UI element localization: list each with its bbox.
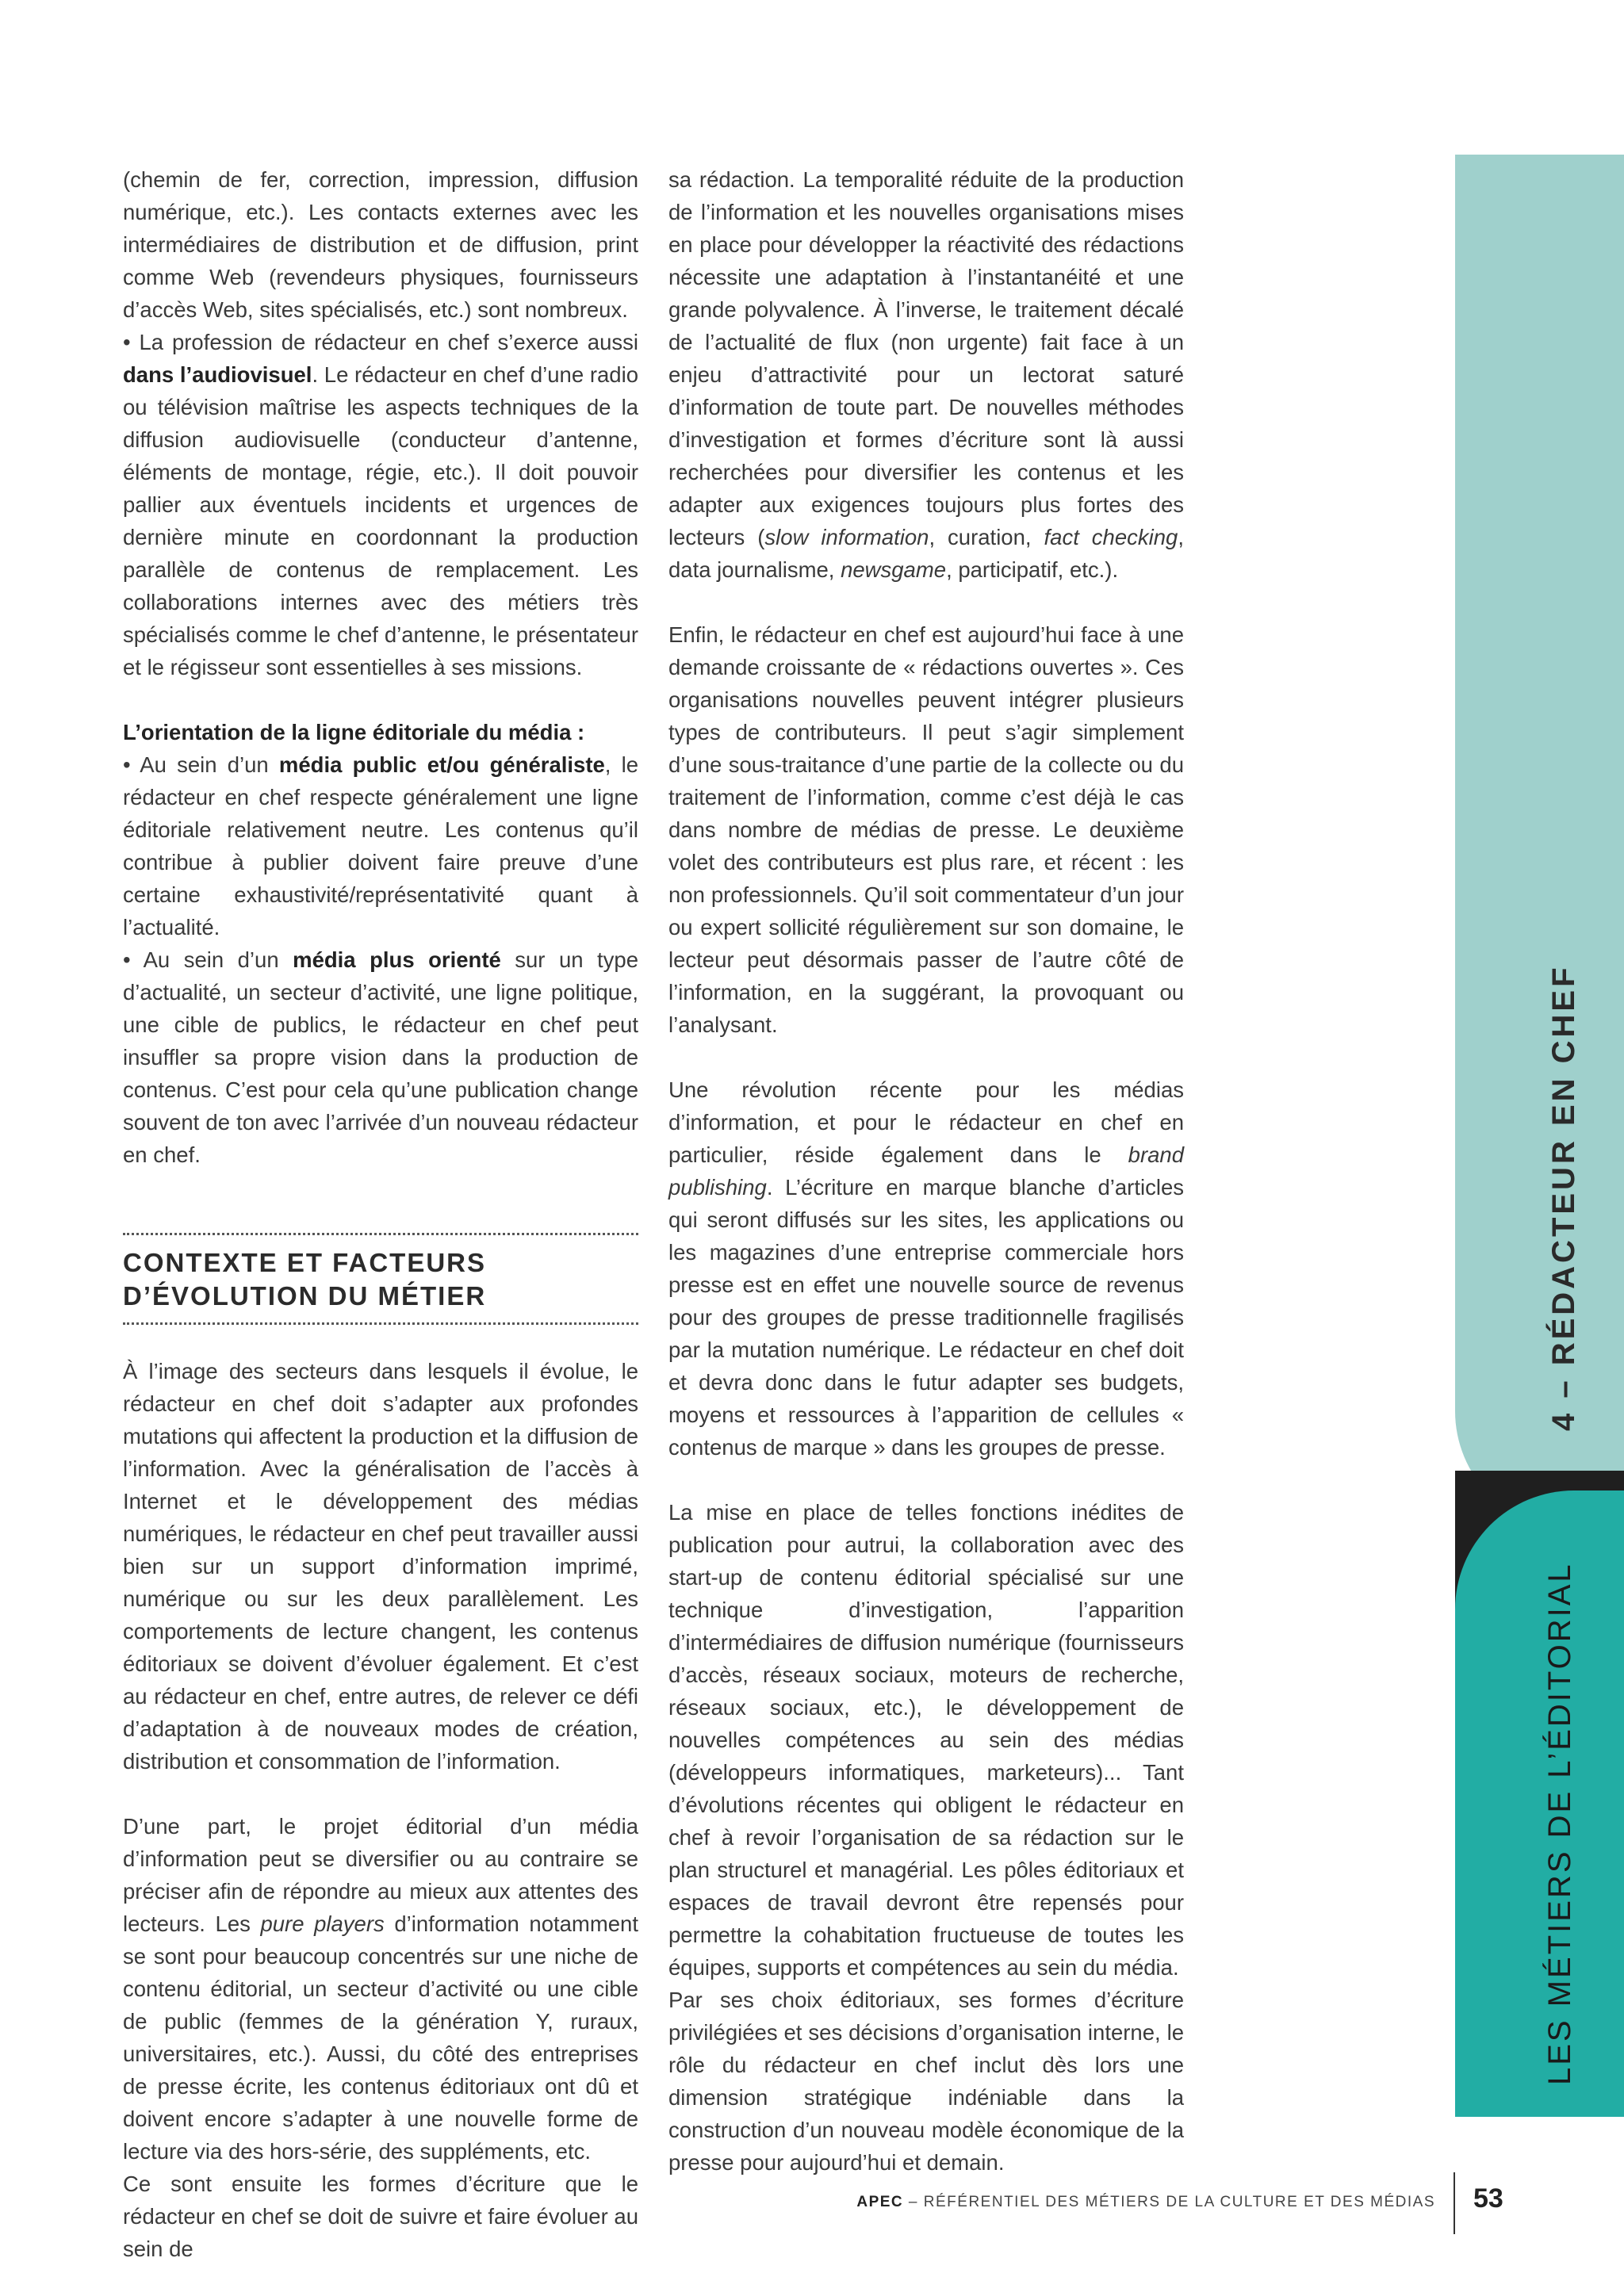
section-heading-box — [123, 1233, 638, 1325]
page-number: 53 — [1473, 2183, 1503, 2214]
sidebar-band-light — [1455, 155, 1624, 1530]
paragraph: Ce sont ensuite les formes d’écriture que le rédacteur en chef se doit de suivre et faire évoluer au sein de — [123, 2172, 638, 2261]
footer-brand: APEC — [856, 2194, 904, 2210]
paragraph: Une révolution récente pour les médias d’information, et pour le rédacteur en chef en particulier, réside également dans le brand publishing. L’écriture en marque blanche d’articles qui seront diffusés sur les sites, les applications ou les magazines d’une entreprise commerciale hors presse est en effet une nouvelle source de revenus pour des groupes de presse traditionnelle fragilisés par la mutation numérique. Le rédacteur en chef doit et devra donc dans le futur adapter ses budgets, moyens et ressources à l’apparition de cellules « contenus de marque » dans les groupes de presse. — [668, 1077, 1184, 1460]
paragraph: (chemin de fer, correction, impression, diffusion numérique, etc.). Les contacts externes avec les intermédiaires de distribution et de diffusion, print comme Web (revendeurs physiques, fournisseurs d’accès Web, sites spécialisés, etc.) sont nombreux. — [123, 167, 638, 322]
paragraph: À l’image des secteurs dans lesquels il évolue, le rédacteur en chef doit s’adapter aux profondes mutations qui affectent la production et la diffusion de l’information. Avec la généralisation de l’accès à Internet et le développement des médias numériques, le rédacteur en chef peut travailler aussi bien sur un support d’information imprimé, numérique ou sur les deux parallèlement. Les comportements de lecture changent, les contenus éditoriaux se doivent d’évoluer également. Et c’est au rédacteur en chef, entre autres, de relever ce défi d’adaptation à de nouveaux modes de création, distribution et consommation de l’information. — [123, 1359, 638, 1774]
paragraph: sa rédaction. La temporalité réduite de la production de l’information et les nouvelles organisations mises en place pour développer la réactivité des rédactions nécessite une adaptation à l’instantanéité et une grande polyvalence. À l’inverse, le traitement décalé de l’actualité de flux (non urgente) fait face à un enjeu d’attractivité pour un lectorat saturé d’information de toute part. De nouvelles méthodes d’investigation et formes d’écriture sont là aussi recherchées pour diversifier les contenus et les adapter aux exigences toujours plus fortes des lecteurs (slow information, curation, fact checking, data journalisme, newsgame, participatif, etc.). — [668, 167, 1184, 582]
footer-title: APEC – RÉFÉRENTIEL DES MÉTIERS DE LA CULTURE ET DES MÉDIAS — [856, 2194, 1435, 2210]
series-label: LES MÉTIERS DE L’ÉDITORIAL — [1542, 1562, 1577, 2085]
section-heading: CONTEXTE ET FACTEURS D’ÉVOLUTION DU MÉTIER — [123, 1248, 487, 1311]
subheading: L’orientation de la ligne éditoriale du média : — [123, 720, 585, 744]
paragraph: Enfin, le rédacteur en chef est aujourd’hui face à une demande croissante de « rédactions ouvertes ». Ces organisations nouvelles peuvent intégrer plusieurs types de contributeurs. Il peut s’agir simplement d’une sous-traitance d’une partie de la collecte ou du traitement de l’information, comme c’est déjà le cas dans nombre de médias de presse. Le deuxième volet des contributeurs est plus rare, et récent : les non professionnels. Qu’il soit commentateur d’un jour ou expert sollicité régulièrement sur son domaine, le lecteur peut désormais passer de l’autre côté de l’information, en la suggérant, la provoquant ou l’analysant. — [668, 622, 1184, 1037]
paragraph: Par ses choix éditoriaux, ses formes d’écriture privilégiées et ses décisions d’organisation interne, le rôle du rédacteur en chef inclut dès lors une dimension stratégique indéniable dans la construction d’un nouveau modèle économique de la presse pour aujourd’hui et demain. — [668, 1988, 1184, 2175]
bullet-item: • Au sein d’un média plus orienté sur un type d’actualité, un secteur d’activité, une ligne politique, une cible de publics, le rédacteur en chef peut insuffler sa propre vision dans la production de contenus. C’est pour cela qu’une publication change souvent de ton avec l’arrivée d’un nouveau rédacteur en chef. — [123, 947, 638, 1167]
sidebar-band-teal — [1455, 1490, 1624, 2117]
paragraph: La mise en place de telles fonctions inédites de publication pour autrui, la collaboration avec des start-up de contenu éditorial spécialisé sur une technique d’investigation, l’apparition d’intermédiaires de diffusion numérique (fournisseurs d’accès, réseaux sociaux, moteurs de recherche, réseaux sociaux, etc.), le développement de nouvelles compétences au sein des médias (développeurs informatiques, marketeurs)... Tant d’évolutions récentes qui obligent le rédacteur en chef à revoir l’organisation de sa rédaction sur le plan structurel et managérial. Les pôles éditoriaux et espaces de travail devront être repensés pour permettre la cohabitation fructueuse de toutes les équipes, supports et compétences au sein du média. — [668, 1500, 1184, 1980]
right-column — [668, 163, 1184, 2179]
chapter-label: 4 – RÉDACTEUR EN CHEF — [1546, 964, 1581, 1431]
left-column — [123, 163, 638, 2265]
bullet-item: • Au sein d’un média public et/ou généraliste, le rédacteur en chef respecte généralement une ligne éditoriale relativement neutre. Les contenus qu’il contribue à publier doivent faire preuve d’une certaine exhaustivité/représentativité quant à l’actualité. — [123, 752, 639, 939]
footer-divider — [1454, 2172, 1455, 2234]
paragraph: • La profession de rédacteur en chef s’exerce aussi dans l’audiovisuel. Le rédacteur en chef d’une radio ou télévision maîtrise les aspects techniques de la diffusion audiovisuelle (conducteur d’antenne, éléments de montage, régie, etc.). Il doit pouvoir pallier aux éventuels incidents et urgences de dernière minute en coordonnant la production parallèle de contenus de remplacement. Les collaborations internes avec des métiers très spécialisés comme le chef d’antenne, le présentateur et le régisseur sont essentielles à ses missions. — [123, 330, 638, 679]
paragraph: D’une part, le projet éditorial d’un média d’information peut se diversifier ou au contraire se préciser afin de répondre au mieux aux attentes des lecteurs. Les pure players d’information notamment se sont pour beaucoup concentrés sur une niche de contenu éditorial, un secteur d’activité ou une cible de public (femmes de la génération Y, ruraux, universitaires, etc.). Aussi, du côté des entreprises de presse écrite, les contenus éditoriaux ont dû et doivent encore s’adapter à une nouvelle forme de lecture via des hors-série, des suppléments, etc. — [123, 1814, 638, 2164]
